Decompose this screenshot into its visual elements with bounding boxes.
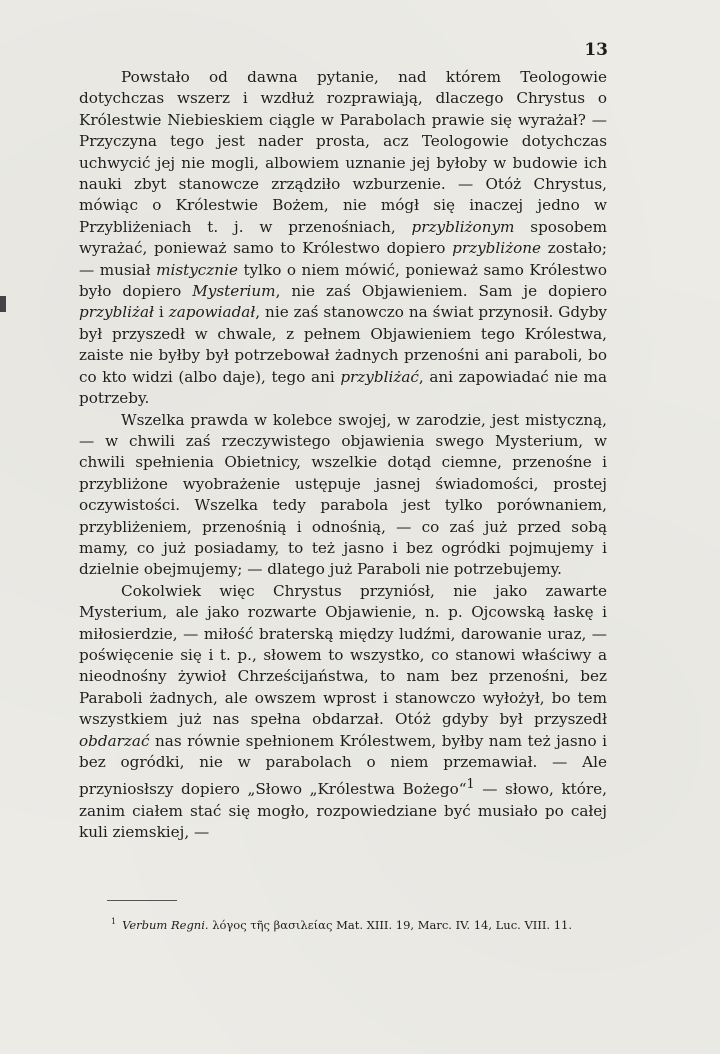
text-segment: , ani zapowiadać nie ma potrzeby. — [79, 367, 608, 408]
footnote-greek: λόγος τῆς βασιλείας — [212, 917, 333, 932]
paragraph — [79, 410, 607, 581]
text-segment: — słowo, które, zanim ciałem stać się mogło, rozpowiedziane być musiało po całej kuli ziemskiej, — — [79, 780, 607, 842]
emphasis: przybliżone — [452, 239, 542, 258]
footnote — [111, 914, 631, 933]
text-segment: Cokolwiek więc Chrystus przyniósł, nie jako zawarte Mysterium, ale jako rozwarte Objawienie, n. p. Ojcowską łaskę i miłosierdzie, — miłość braterską między ludźmi, darowanie uraz, — poświęcenie się i t. p., słowem to wszystko, co stanowi właściwy a nieodnośny żywioł Chrześcijaństwa, to nam bez przenośni, bez Paraboli żadnych, ale owszem wprost i stanowczo wyłożył, bo tem wszystkiem już nas spełna obdarzał. Otóż gdyby był przyszedł — [79, 581, 607, 729]
footnote-marker: 1 — [111, 917, 117, 926]
text-segment: Wszelka prawda w kolebce swojej, w zarodzie, jest mistyczną, — w chwili zaś rzeczywistego objawienia swego Mysterium, w chwili spełnienia Obietnicy, wszelkie dotąd ciemne, przenośne i przybliżone wyobrażenie ustępuje jasnej świadomości, prostej oczywistości. Wszelka tedy parabola jest tylko porównaniem, przybliżeniem, przenośnią i odnośnią, — co zaś już przed sobą mamy, co już posiadamy, to też jasno i bez ogródki pojmujemy i dzielnie obejmujemy; — dlatego już Paraboli nie potrzebujemy. — [79, 410, 607, 579]
text-segment: Powstało od dawna pytanie, nad którem Teologowie dotychczas wszerz i wzdłuż rozprawiają, dlaczego Chrystus o Królestwie Niebieskiem ciągle w Parabolach prawie się wyrażał? — Przyczyna tego jest nader prosta, acz Teologowie dotychczas uchwycić jej nie mogli, albowiem uznanie jej byłoby w budowie ich nauki zbyt stanowcze zrządziło wzburzenie. — Otóż Chrystus, mówiąc o Królestwie Bożem, nie mógł się inaczej jedno w Przybliżeniach t. j. w przenośniach, — [79, 68, 607, 236]
text-segment: tylko o niem mówić, ponieważ samo Królestwo było dopiero — [79, 260, 608, 301]
page-number: 13 — [584, 40, 608, 60]
emphasis: Mysterium — [192, 282, 276, 301]
text-segment: nas równie spełnionem Królestwem, byłby nam też jasno i bez ogródki, nie w parabolach o niem przemawiał. — Ale przyniosłszy dopiero „Słowo „Królestwa Bożego“ — [79, 731, 607, 799]
footnote-ref: 1 — [466, 776, 475, 792]
emphasis: mistycznie — [156, 260, 238, 279]
text-segment: , nie zaś Objawieniem. Sam je dopiero — [275, 282, 607, 301]
footnote-references: Mat. XIII. 19, Marc. IV. 14, Luc. VIII. 11. — [336, 917, 572, 932]
emphasis: przybliżać — [340, 367, 419, 386]
emphasis: przybliżonym — [411, 217, 515, 236]
emphasis: zapowiadał — [168, 303, 256, 322]
margin-mark — [0, 296, 6, 312]
footnote-rule — [107, 900, 177, 901]
text-segment: zostało; — musiał — [79, 239, 608, 279]
paragraph — [79, 67, 607, 410]
text-segment: sposobem wyrażać, ponieważ samo to Królestwo dopiero — [79, 217, 607, 258]
paragraph — [79, 581, 607, 844]
text-segment: , nie zaś stanowczo na świat przynosił. Gdyby był przyszedł w chwale, z pełnem Objawieniem tego Królestwa, zaiste nie byłby był potrzebował żadnych przenośni ani paraboli, bo co kto widzi (albo daje), tego ani — [79, 303, 607, 386]
emphasis: przybliżał — [79, 303, 154, 322]
footnote-term: Verbum Regni. — [122, 917, 209, 932]
emphasis: obdarzać — [79, 731, 150, 750]
text-segment: i — [153, 303, 169, 322]
body-text — [79, 67, 607, 844]
